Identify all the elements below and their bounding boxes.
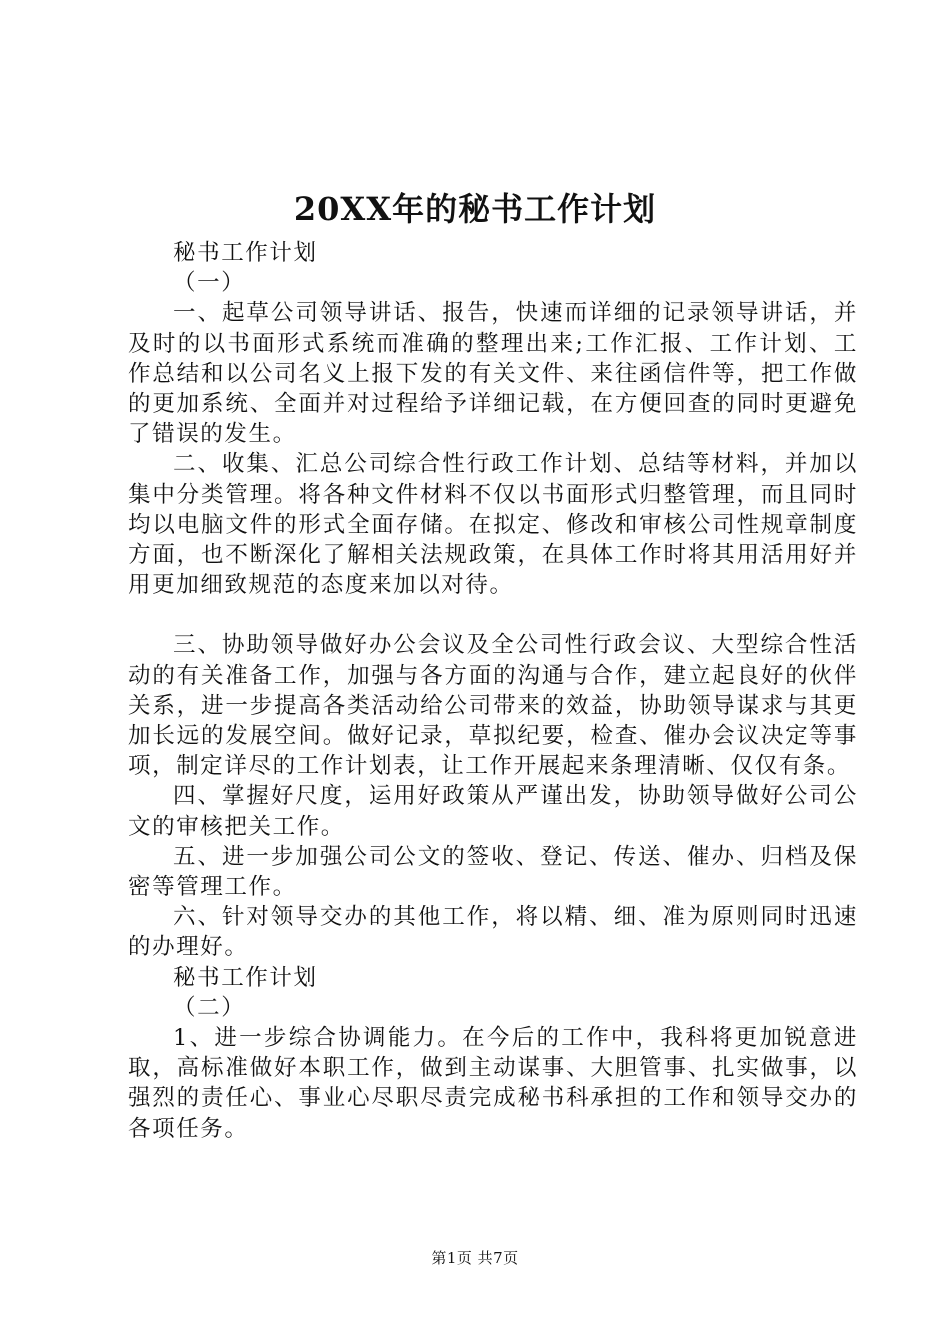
body-paragraph: 五、进一步加强公司公文的签收、登记、传送、催办、归档及保密等管理工作。 xyxy=(128,843,858,901)
body-paragraph: 六、针对领导交办的其他工作，将以精、细、准为原则同时迅速的办理好。 xyxy=(128,904,858,961)
document-body xyxy=(128,238,858,1144)
body-paragraph: 二、收集、汇总公司综合性行政工作计划、总结等材料，并加以集中分类管理。将各种文件材料不仅以书面形式归整管理，而且同时均以电脑文件的形式全面存储。在拟定、修改和审核公司性规章制度方面，也不断深化了解相关法规政策，在具体工作时将其用活用好并用更加细致规范的态度来加以对待。 xyxy=(128,451,858,599)
page-footer: 第1页 共7页 xyxy=(431,1249,519,1267)
paragraph-spacer xyxy=(128,600,858,630)
section-number: （一） xyxy=(173,270,246,297)
body-paragraph: 四、掌握好尺度，运用好政策从严谨出发，协助领导做好公司公文的审核把关工作。 xyxy=(128,783,858,840)
body-paragraph: 1、进一步综合协调能力。在今后的工作中，我科将更加锐意进取，高标准做好本职工作，做到主动谋事、大胆管事、扎实做事，以强烈的责任心、事业心尽职尽责完成秘书科承担的工作和领导交办的各项任务。 xyxy=(128,1025,858,1142)
section-heading: 秘书工作计划 xyxy=(173,240,318,266)
body-paragraph: 三、协助领导做好办公会议及全公司性行政会议、大型综合性活动的有关准备工作，加强与各方面的沟通与合作，建立起良好的伙伴关系，进一步提高各类活动给公司带来的效益，协助领导谋求与其更加长远的发展空间。做好记录，草拟纪要，检查、催办会议决定等事项，制定详尽的工作计划表，让工作开展起来条理清晰、仅仅有条。 xyxy=(128,632,858,780)
document-title: 20XX年的秘书工作计划 xyxy=(293,190,657,228)
body-paragraph: 一、起草公司领导讲话、报告，快速而详细的记录领导讲话，并及时的以书面形式系统而准确的整理出来;工作汇报、工作计划、工作总结和以公司名义上报下发的有关文件、来往函信件等，把工作做的更加系统、全面并对过程给予详细记载，在方便回查的同时更避免了错误的发生。 xyxy=(128,300,858,448)
section-number: （二） xyxy=(173,994,246,1021)
section-heading: 秘书工作计划 xyxy=(173,964,318,991)
